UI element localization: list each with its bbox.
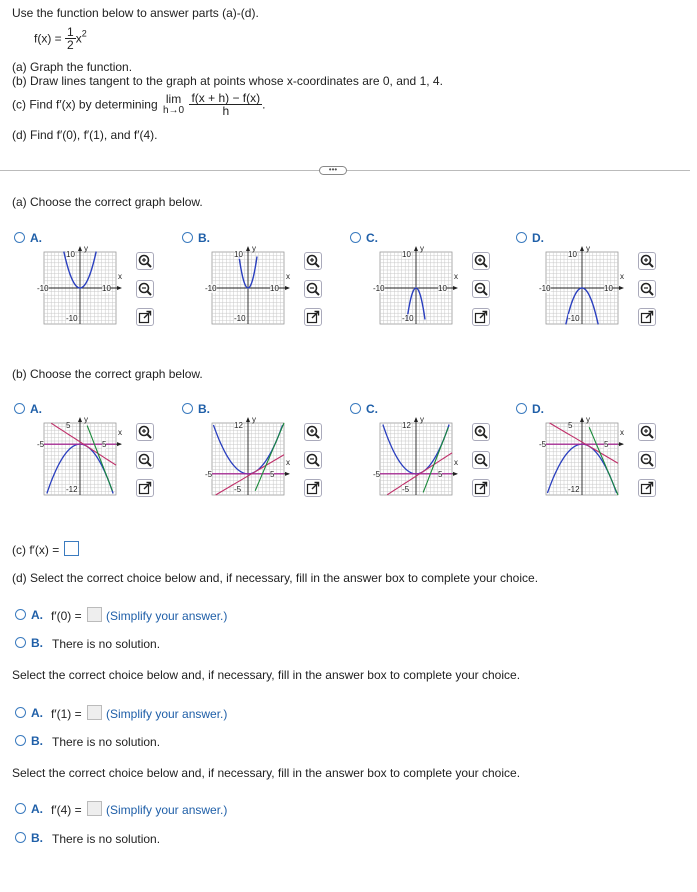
function-denominator: 2 — [67, 38, 74, 52]
part-c-prefix: (c) Find f′(x) by determining — [12, 97, 158, 112]
part-b-option-b-label-xright: 5 — [270, 469, 275, 479]
part-a-option-c-label-ytop: 10 — [402, 250, 411, 259]
part-b-option-d-label-ylab: y — [586, 415, 590, 424]
part-b-prompt: (b) Choose the correct graph below. — [12, 367, 203, 381]
part-a-option-d-label-xlab: x — [620, 272, 624, 281]
part-a-option-c-label-xlab: x — [454, 272, 458, 281]
difference-quotient-numerator: f(x + h) − f(x) — [191, 91, 261, 105]
part-b-option-b-radio[interactable] — [182, 403, 193, 414]
difference-quotient — [189, 92, 262, 117]
part-a-option-d-zoom-in-icon[interactable] — [638, 252, 656, 270]
part-b-option-a-label-xlab: x — [118, 428, 122, 438]
part-b-option-d-label-ybot: -12 — [568, 485, 580, 494]
part-b-option-c-label-xlab: x — [454, 457, 458, 467]
part-b-option-d-zoom-out-icon[interactable] — [638, 451, 656, 469]
part-a-option-d-zoom-out-icon[interactable] — [638, 280, 656, 298]
part-b-option-b-label-ybot: -5 — [234, 485, 242, 494]
part-a-option-b-zoom-out-icon[interactable] — [304, 280, 322, 298]
part-a-option-b-label-ytop: 10 — [234, 250, 243, 259]
f-prime-0-answer-box[interactable] — [87, 607, 102, 622]
d2-simplify-hint: (Simplify your answer.) — [106, 803, 228, 817]
part-a-option-a-label-ylab: y — [84, 244, 88, 253]
function-numerator: 1 — [67, 25, 74, 39]
part-a-option-c-zoom-in-icon[interactable] — [472, 252, 490, 270]
part-a-option-a-zoom-in-icon[interactable] — [136, 252, 154, 270]
d2-select-prompt: Select the correct choice below and, if necessary, fill in the answer box to complete your choice. — [12, 766, 521, 780]
question-part-b: (b) Draw lines tangent to the graph at points whose x-coordinates are 0, and 1, 4. — [12, 74, 443, 88]
part-b-option-a-label-xleft: -5 — [37, 440, 45, 450]
d0-option-b-letter: B. — [31, 636, 43, 650]
part-a-option-a-radio[interactable] — [14, 232, 25, 243]
d1-option-a-radio[interactable] — [15, 707, 26, 718]
part-b-option-b-label-xlab: x — [286, 457, 290, 467]
part-b-option-c-zoom-in-icon[interactable] — [472, 423, 490, 441]
part-b-option-a-radio[interactable] — [14, 403, 25, 414]
part-a-option-a-label-xleft: -10 — [37, 284, 49, 293]
part-b-option-d-label-ytop: 5 — [568, 421, 573, 430]
d2-option-b-label: There is no solution. — [52, 832, 161, 846]
d1-simplify-hint: (Simplify your answer.) — [106, 707, 228, 721]
d1-option-b-label: There is no solution. — [52, 735, 161, 749]
part-b-option-c-label-ylab: y — [420, 415, 424, 424]
part-a-option-c-radio[interactable] — [350, 232, 361, 243]
d0-option-a-label: f′(0) = — [51, 609, 82, 623]
part-b-option-d-label-xleft: -5 — [539, 440, 547, 450]
part-a-option-a-letter: A. — [30, 231, 42, 245]
part-a-option-c-label-ylab: y — [420, 244, 424, 253]
part-b-option-a-label-ybot: -12 — [66, 485, 78, 494]
part-b-option-c-label-xright: 5 — [438, 469, 443, 479]
part-a-option-d-label-ybot: -10 — [568, 314, 580, 323]
d0-simplify-hint: (Simplify your answer.) — [106, 609, 228, 623]
d1-select-prompt: Select the correct choice below and, if necessary, fill in the answer box to complete your choice. — [12, 668, 521, 682]
part-b-option-c-expand-icon[interactable] — [472, 479, 490, 497]
part-a-option-c-label-xleft: -10 — [373, 284, 385, 293]
part-a-option-b-label-ylab: y — [252, 244, 256, 253]
part-a-prompt: (a) Choose the correct graph below. — [12, 195, 203, 209]
part-a-option-d-letter: D. — [532, 231, 544, 245]
part-a-option-b-zoom-in-icon[interactable] — [304, 252, 322, 270]
part-b-option-c-label-ytop: 12 — [402, 421, 411, 430]
d1-option-b-radio[interactable] — [15, 735, 26, 746]
question-intro: Use the function below to answer parts (a)-(d). — [12, 6, 259, 20]
limit-operator — [163, 93, 184, 117]
part-a-option-b-label-xlab: x — [286, 272, 290, 281]
part-b-option-a-label-ylab: y — [84, 415, 88, 424]
difference-quotient-denominator: h — [222, 104, 230, 118]
part-b-option-c-radio[interactable] — [350, 403, 361, 414]
part-a-option-b-radio[interactable] — [182, 232, 193, 243]
function-lhs: f(x) = — [34, 31, 62, 46]
part-b-option-a-zoom-out-icon[interactable] — [136, 451, 154, 469]
part-b-option-b-label-ylab: y — [252, 415, 256, 424]
part-b-option-c-label-xleft: -5 — [373, 469, 381, 479]
function-exponent: 2 — [81, 28, 87, 39]
part-a-option-c-label-xright: 10 — [438, 284, 447, 293]
d2-option-b-letter: B. — [31, 831, 43, 845]
d2-option-b-radio[interactable] — [15, 832, 26, 843]
part-b-option-c-letter: C. — [366, 402, 378, 416]
part-a-option-b-label-xright: 10 — [270, 284, 279, 293]
part-b-option-d-radio[interactable] — [516, 403, 527, 414]
part-a-option-d-label-xright: 10 — [604, 284, 613, 293]
part-a-option-a-label-xlab: x — [118, 272, 122, 281]
part-a-option-c-letter: C. — [366, 231, 378, 245]
part-a-option-b-label-ybot: -10 — [234, 314, 246, 323]
d0-option-b-radio[interactable] — [15, 637, 26, 648]
part-b-option-d-expand-icon[interactable] — [638, 479, 656, 497]
part-b-option-c-graph[interactable] — [373, 417, 459, 501]
part-a-option-d-radio[interactable] — [516, 232, 527, 243]
part-b-option-a-label-ytop: 5 — [66, 421, 71, 430]
function-fraction — [65, 26, 76, 51]
part-a-option-c-expand-icon[interactable] — [472, 308, 490, 326]
part-b-option-d-label-xlab: x — [620, 428, 624, 438]
part-a-option-a-expand-icon[interactable] — [136, 308, 154, 326]
part-b-option-a-letter: A. — [30, 402, 42, 416]
part-c-end: . — [262, 97, 266, 112]
question-part-a: (a) Graph the function. — [12, 60, 133, 74]
question-part-d: (d) Find f′(0), f′(1), and f′(4). — [12, 128, 158, 142]
d1-option-a-label: f′(1) = — [51, 707, 82, 721]
part-a-option-b-label-xleft: -10 — [205, 284, 217, 293]
part-b-option-a-graph[interactable] — [37, 417, 123, 501]
part-b-option-d-zoom-in-icon[interactable] — [638, 423, 656, 441]
part-a-option-a-label-xright: 10 — [102, 284, 111, 293]
part-a-option-b-expand-icon[interactable] — [304, 308, 322, 326]
part-b-option-d-letter: D. — [532, 402, 544, 416]
part-a-option-d-label-xleft: -10 — [539, 284, 551, 293]
part-a-option-c-label-ybot: -10 — [402, 314, 414, 323]
f-prime-4-answer-box[interactable] — [87, 801, 102, 816]
part-b-option-b-expand-icon[interactable] — [304, 479, 322, 497]
d0-option-b-label: There is no solution. — [52, 637, 161, 651]
part-c-label: (c) f′(x) = — [12, 543, 60, 557]
question-part-c — [12, 92, 265, 117]
part-a-option-d-label-ytop: 10 — [568, 250, 577, 259]
part-a-option-a-label-ytop: 10 — [66, 250, 75, 259]
part-b-option-a-expand-icon[interactable] — [136, 479, 154, 497]
part-a-option-c-zoom-out-icon[interactable] — [472, 280, 490, 298]
part-b-option-b-zoom-in-icon[interactable] — [304, 423, 322, 441]
part-b-option-d-label-xright: 5 — [604, 440, 609, 450]
part-a-option-a-zoom-out-icon[interactable] — [136, 280, 154, 298]
part-b-option-b-zoom-out-icon[interactable] — [304, 451, 322, 469]
part-b-option-a-zoom-in-icon[interactable] — [136, 423, 154, 441]
part-b-option-d-graph[interactable] — [539, 417, 625, 501]
d0-option-a-letter: A. — [31, 608, 43, 622]
part-b-option-c-label-ybot: -5 — [402, 485, 410, 494]
d2-option-a-label: f′(4) = — [51, 803, 82, 817]
function-variable: x — [75, 31, 82, 46]
part-a-option-a-label-ybot: -10 — [66, 314, 78, 323]
d0-option-a-radio[interactable] — [15, 609, 26, 620]
part-b-option-b-label-ytop: 12 — [234, 421, 243, 430]
part-a-option-d-label-ylab: y — [586, 244, 590, 253]
function-definition — [34, 26, 87, 51]
f-prime-x-answer-box[interactable] — [64, 541, 79, 556]
part-a-option-b-letter: B. — [198, 231, 210, 245]
d2-option-a-radio[interactable] — [15, 803, 26, 814]
f-prime-1-answer-box[interactable] — [87, 705, 102, 720]
part-b-option-b-letter: B. — [198, 402, 210, 416]
part-a-option-d-expand-icon[interactable] — [638, 308, 656, 326]
part-b-option-b-graph[interactable] — [205, 417, 291, 501]
limit-text: lim — [165, 91, 182, 106]
more-button[interactable]: ••• — [319, 166, 347, 175]
limit-subscript: h→0 — [162, 104, 185, 116]
part-b-option-a-label-xright: 5 — [102, 440, 107, 450]
d2-option-a-letter: A. — [31, 802, 43, 816]
d1-option-b-letter: B. — [31, 734, 43, 748]
part-b-option-c-zoom-out-icon[interactable] — [472, 451, 490, 469]
part-b-option-b-label-xleft: -5 — [205, 469, 213, 479]
part-d-prompt: (d) Select the correct choice below and, if necessary, fill in the answer box to complete your choice. — [12, 571, 539, 585]
d1-option-a-letter: A. — [31, 706, 43, 720]
